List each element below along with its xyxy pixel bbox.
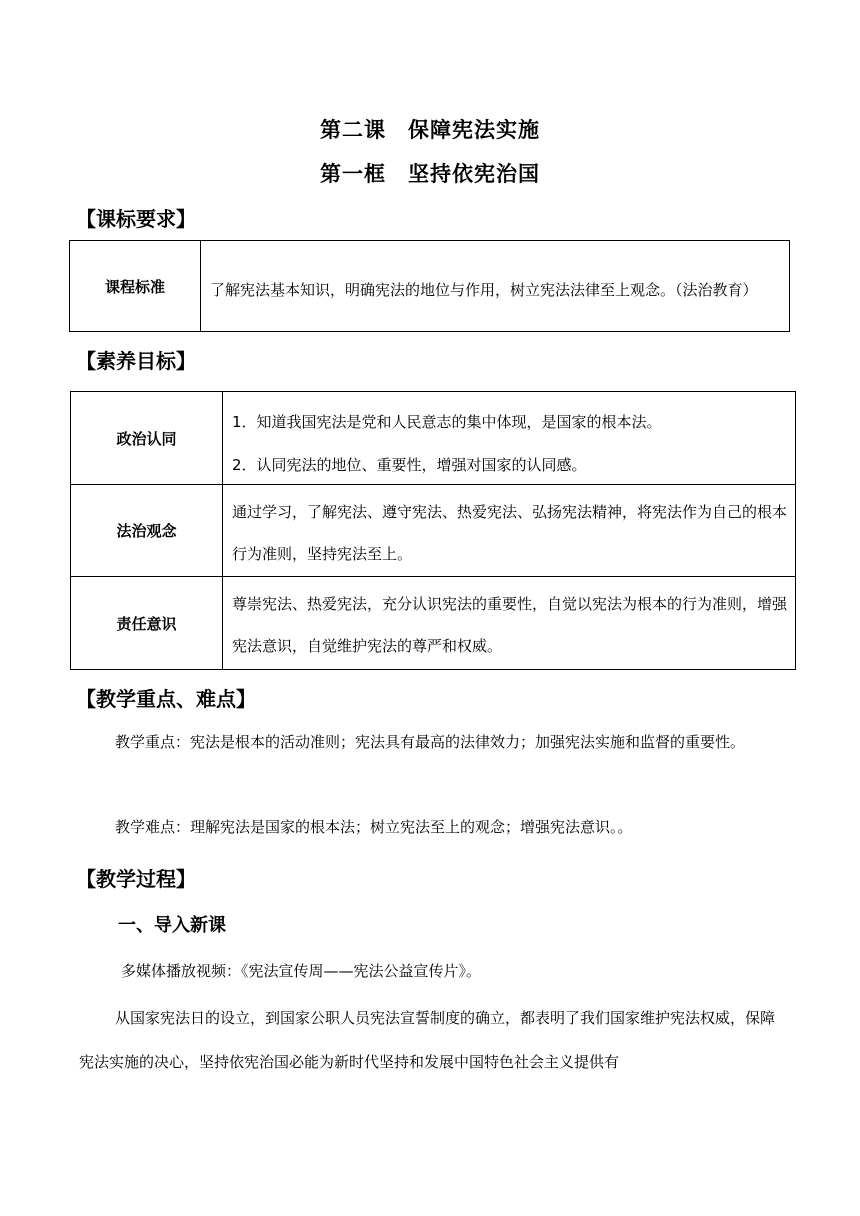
teaching-difficulty: 教学难点：理解宪法是国家的根本法；树立宪法至上的观念；增强宪法意识。。: [115, 818, 633, 836]
literacy-label: 法治观念: [71, 485, 223, 577]
teaching-focus: 教学重点：宪法是根本的活动准则；宪法具有最高的法律效力；加强宪法实施和监督的重要性。: [115, 733, 746, 751]
literacy-heading: 【素养目标】: [76, 349, 196, 373]
curriculum-heading: 【课标要求】: [76, 207, 196, 231]
curriculum-label: 课程标准: [70, 241, 201, 332]
literacy-row: [71, 392, 796, 485]
intro-heading: 一、导入新课: [118, 915, 226, 936]
lesson-title: 第二课 保障宪法实施: [320, 118, 540, 142]
literacy-text: [223, 392, 796, 485]
intro-paragraph: 从国家宪法日的设立，到国家公职人员宪法宣誓制度的确立，都表明了我们国家维护宪法权威，保障宪法实施的决心，坚持依宪治国必能为新时代坚持和发展中国特色社会主义提供有: [79, 1009, 776, 1071]
section-title: 第一框 坚持依宪治国: [320, 162, 540, 186]
literacy-row: [71, 577, 796, 670]
video-text: 多媒体播放视频：《宪法宣传周——宪法公益宣传片》。: [121, 962, 482, 980]
literacy-line: 2．认同宪法的地位、重要性，增强对国家的认同感。: [232, 455, 587, 474]
literacy-text: 通过学习，了解宪法、遵守宪法、热爱宪法、弘扬宪法精神，将宪法作为自己的根本行为准则，坚持宪法至上。: [223, 485, 796, 577]
literacy-label: 政治认同: [71, 392, 223, 485]
curriculum-table: [69, 240, 790, 332]
literacy-table: [70, 391, 796, 670]
key-points-heading: 【教学重点、难点】: [76, 687, 256, 711]
process-heading: 【教学过程】: [76, 867, 196, 891]
literacy-text: 尊崇宪法、热爱宪法，充分认识宪法的重要性，自觉以宪法为根本的行为准则，增强宪法意识，自觉维护宪法的尊严和权威。: [223, 577, 796, 670]
curriculum-text: 了解宪法基本知识，明确宪法的地位与作用，树立宪法法律至上观念。（法治教育）: [201, 241, 790, 332]
literacy-label: 责任意识: [71, 577, 223, 670]
literacy-line: 1．知道我国宪法是党和人民意志的集中体现，是国家的根本法。: [232, 412, 662, 431]
literacy-row: [71, 485, 796, 577]
